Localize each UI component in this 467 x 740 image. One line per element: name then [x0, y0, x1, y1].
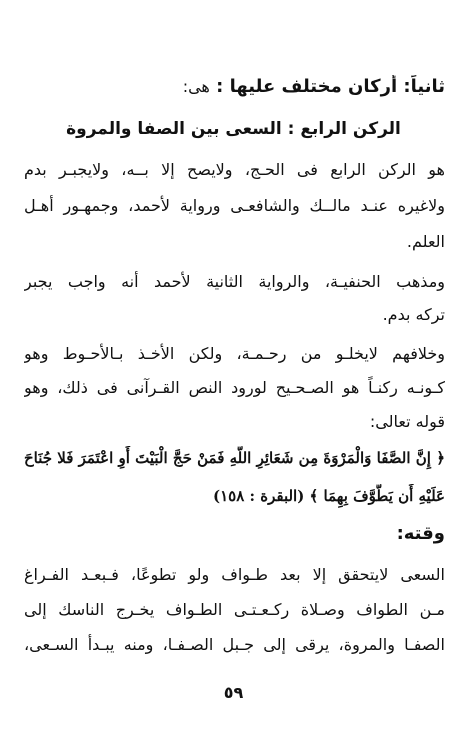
section-heading	[24, 75, 445, 99]
quran-verse-line-1: ﴿ إِنَّ الصَّفَا وَالْمَرْوَةَ مِن شَعَائِرِ اللَّهِ فَمَنْ حَجَّ الْبَيْتَ أَوِ اعْتَمَرَ فَلا جُنَاحَ	[24, 449, 445, 467]
paragraph-3-line-3: قوله تعالى:	[369, 412, 445, 431]
section-heading-suffix: هى:	[182, 77, 210, 96]
final-paragraph-line-1: السعى لايتحقق إلا بعد طـواف ولو تطوعًا، فـبعـد الفـراغ	[24, 565, 445, 584]
time-heading: وقته:	[396, 523, 445, 544]
section-heading-main: ثانياً: أركان مختلف عليها :	[216, 76, 445, 97]
quran-verse-line-2: عَلَيْهِ أَن يَطَّوَّفَ بِهِمَا ﴾ (البقرة : ١٥٨)	[212, 487, 445, 505]
paragraph-3-line-2: كـونـه ركنـاً هو الصـحـيح لورود النص القـرآنى فى ذلك، وهو	[24, 378, 445, 397]
paragraph-3-line-1: وخلافهم لايخلـو من رحـمـة، ولكن الأخـذ بـالأحـوط وهو	[24, 344, 445, 363]
paragraph-2-line-1: ومذهب الحنفيـة، والرواية الثانية لأحمد أنه واجب يجبر	[24, 272, 445, 291]
final-paragraph-line-3: الصفـا والمروة، يرقى إلى جـبل الصـفـا، ومنه يبـدأ السـعى،	[24, 635, 445, 654]
paragraph-1-line-2: ولاغيره عنـد مالــك والشافعـى ورواية لأحمد، وجمهـور أهـل	[24, 196, 445, 215]
page-number: ٥٩	[223, 683, 244, 702]
paragraph-2-line-2: تركه بدم.	[382, 305, 445, 324]
final-paragraph-line-2: مـن الطواف وصـلاة ركـعـتـى الطـواف يخـرج الناسك إلى	[24, 600, 445, 619]
paragraph-1-line-1: هو الركن الرابع فى الحـج، ولايصح إلا بــه، ولايجبـر بدم	[24, 160, 445, 179]
pillar-subheading: الركن الرابع : السعى بين الصفا والمروة	[66, 119, 401, 139]
paragraph-1-line-3: العلم.	[406, 232, 445, 251]
